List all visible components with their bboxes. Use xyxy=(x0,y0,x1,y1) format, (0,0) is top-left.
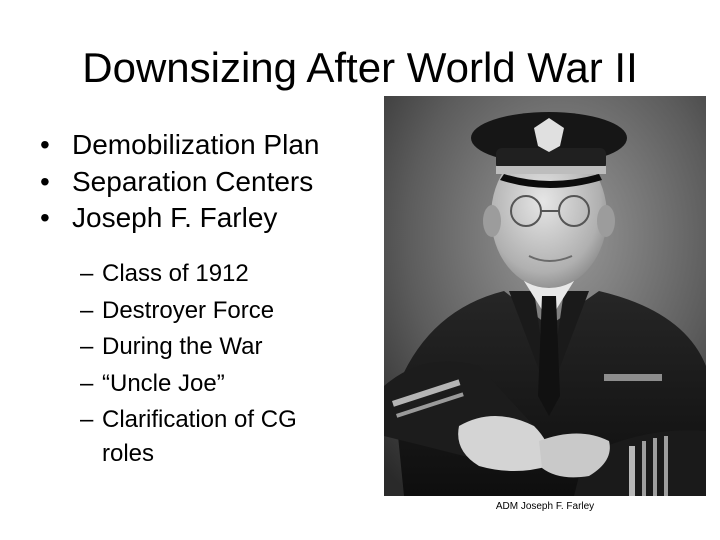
portrait-illustration xyxy=(384,96,706,496)
subbullet-marker: – xyxy=(80,369,94,397)
subbullet-item xyxy=(80,293,297,330)
subbullet-text: During the War xyxy=(102,333,263,360)
slide-title: Downsizing After World War II xyxy=(82,44,638,91)
subbullet-text: Clarification of CG xyxy=(102,406,297,433)
bullet-list xyxy=(40,127,319,237)
subbullet-text: Class of 1912 xyxy=(102,260,249,287)
bullet-text: Demobilization Plan xyxy=(72,129,320,160)
subbullet-marker: – xyxy=(80,406,94,433)
bullet-item xyxy=(40,200,319,237)
bullet-text: Joseph F. Farley xyxy=(72,202,278,233)
subbullet-marker: – xyxy=(80,260,94,287)
bullet-item xyxy=(40,127,319,164)
bullet-marker: • xyxy=(40,165,50,197)
subbullet-item xyxy=(80,366,297,403)
subbullet-text: Destroyer Force xyxy=(102,296,275,324)
subbullet-list xyxy=(80,256,297,469)
bullet-marker: • xyxy=(40,202,50,233)
subbullet-marker: – xyxy=(80,333,94,360)
subbullet-continuation: roles xyxy=(102,439,155,467)
admiral-portrait-photo xyxy=(384,96,706,496)
subbullet-marker: – xyxy=(80,296,94,324)
bullet-marker: • xyxy=(40,129,50,160)
subbullet-text: “Uncle Joe” xyxy=(102,369,225,397)
subbullet-item xyxy=(80,402,297,469)
bullet-item xyxy=(40,164,319,201)
bullet-text: Separation Centers xyxy=(72,165,314,197)
photo-caption: ADM Joseph F. Farley xyxy=(495,501,595,512)
subbullet-item xyxy=(80,329,297,366)
subbullet-item xyxy=(80,256,297,293)
